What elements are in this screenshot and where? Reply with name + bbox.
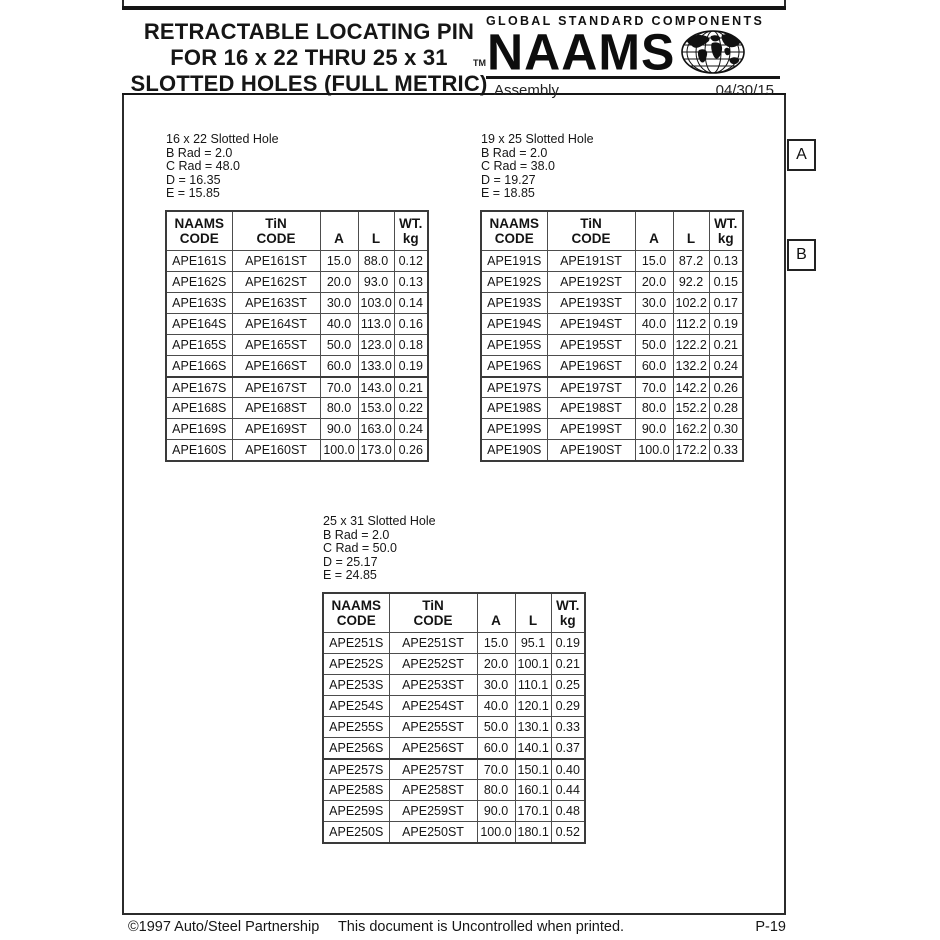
- note-line: C Rad = 48.0: [166, 159, 241, 174]
- table-row: [166, 272, 428, 293]
- note-line: 25 x 31 Slotted Hole: [323, 514, 436, 528]
- footer: [0, 919, 940, 939]
- column-header: NAAMS CODE: [166, 211, 232, 251]
- table-cell: 0.52: [551, 822, 585, 843]
- brand-block: [473, 14, 782, 99]
- table-row: [323, 822, 585, 843]
- column-header: L: [515, 593, 551, 633]
- table-row: [323, 675, 585, 696]
- table-cell: APE254S: [323, 696, 389, 717]
- table-cell: APE190ST: [547, 440, 635, 461]
- table-cell: APE161S: [166, 251, 232, 272]
- column-header: A: [320, 211, 358, 251]
- table-cell: 103.0: [358, 293, 394, 314]
- table-cell: 50.0: [477, 717, 515, 738]
- assembly-label: Assembly: [494, 82, 560, 99]
- table-cell: 40.0: [320, 314, 358, 335]
- table-cell: 0.18: [394, 335, 428, 356]
- hole-notes: [323, 515, 586, 583]
- page-title: [130, 19, 488, 97]
- column-header: TiN CODE: [232, 211, 320, 251]
- table-cell: 90.0: [635, 419, 673, 440]
- table-cell: 15.0: [635, 251, 673, 272]
- table-cell: 0.19: [551, 633, 585, 654]
- table-cell: 0.26: [709, 377, 743, 398]
- table-cell: APE199S: [481, 419, 547, 440]
- table-cell: 90.0: [320, 419, 358, 440]
- table-cell: APE195ST: [547, 335, 635, 356]
- note-line: B Rad = 2.0: [166, 145, 233, 160]
- note-line: D = 16.35: [166, 172, 221, 187]
- table-cell: 60.0: [320, 356, 358, 377]
- table-cell: 0.29: [551, 696, 585, 717]
- table-cell: 0.33: [709, 440, 743, 461]
- table-cell: APE252S: [323, 654, 389, 675]
- table-cell: APE162ST: [232, 272, 320, 293]
- note-line: B Rad = 2.0: [481, 145, 548, 160]
- note-line: D = 25.17: [323, 554, 378, 569]
- table-cell: APE253S: [323, 675, 389, 696]
- column-header: WT. kg: [551, 593, 585, 633]
- table-cell: 70.0: [635, 377, 673, 398]
- table-cell: 112.2: [673, 314, 709, 335]
- table-cell: 90.0: [477, 801, 515, 822]
- table-cell: APE255S: [323, 717, 389, 738]
- table-block-25x31: [322, 515, 586, 844]
- table-row: [166, 377, 428, 398]
- table-cell: 0.26: [394, 440, 428, 461]
- spec-table: [322, 592, 586, 844]
- table-cell: APE165S: [166, 335, 232, 356]
- table-cell: 0.24: [394, 419, 428, 440]
- table-cell: APE257ST: [389, 759, 477, 780]
- table-cell: APE195S: [481, 335, 547, 356]
- table-row: [323, 696, 585, 717]
- note-line: 16 x 22 Slotted Hole: [166, 132, 279, 146]
- table-cell: APE165ST: [232, 335, 320, 356]
- table-row: [481, 377, 743, 398]
- table-cell: 87.2: [673, 251, 709, 272]
- table-cell: 170.1: [515, 801, 551, 822]
- table-cell: APE164ST: [232, 314, 320, 335]
- spec-table: [165, 210, 429, 462]
- note-line: D = 19.27: [481, 172, 536, 187]
- table-cell: APE194ST: [547, 314, 635, 335]
- table-cell: 0.44: [551, 780, 585, 801]
- table-cell: 60.0: [477, 738, 515, 759]
- table-cell: APE168ST: [232, 398, 320, 419]
- table-row: [481, 314, 743, 335]
- table-cell: 50.0: [635, 335, 673, 356]
- table-row: [166, 314, 428, 335]
- header: [122, 6, 786, 99]
- table-row: [481, 251, 743, 272]
- table-row: [166, 293, 428, 314]
- table-row: [323, 717, 585, 738]
- title-line: RETRACTABLE LOCATING PIN: [143, 19, 475, 44]
- brand-name: NAAMS: [487, 23, 676, 81]
- note-line: E = 15.85: [166, 186, 220, 201]
- table-cell: 100.0: [320, 440, 358, 461]
- table-cell: 133.0: [358, 356, 394, 377]
- table-cell: 0.30: [709, 419, 743, 440]
- table-cell: APE167S: [166, 377, 232, 398]
- table-row: [323, 738, 585, 759]
- table-cell: 123.0: [358, 335, 394, 356]
- table-cell: APE197S: [481, 377, 547, 398]
- column-header: TiN CODE: [547, 211, 635, 251]
- table-cell: APE198ST: [547, 398, 635, 419]
- table-block-19x25: [480, 133, 744, 462]
- table-cell: APE192ST: [547, 272, 635, 293]
- table-block-16x22: [165, 133, 429, 462]
- table-cell: 140.1: [515, 738, 551, 759]
- table-cell: APE193S: [481, 293, 547, 314]
- table-row: [166, 398, 428, 419]
- table-cell: 20.0: [477, 654, 515, 675]
- note-line: E = 24.85: [323, 568, 377, 583]
- table-cell: APE251S: [323, 633, 389, 654]
- brand-subrow: [486, 79, 782, 99]
- table-cell: 30.0: [320, 293, 358, 314]
- table-cell: APE161ST: [232, 251, 320, 272]
- title-line: SLOTTED HOLES (FULL METRIC): [130, 71, 488, 96]
- table-cell: 0.28: [709, 398, 743, 419]
- column-header: L: [673, 211, 709, 251]
- table-cell: APE250ST: [389, 822, 477, 843]
- table-row: [166, 440, 428, 461]
- table-cell: APE256S: [323, 738, 389, 759]
- brand-tagline: GLOBAL STANDARD COMPONENTS: [486, 14, 765, 28]
- table-cell: APE252ST: [389, 654, 477, 675]
- table-cell: 30.0: [477, 675, 515, 696]
- column-header: TiN CODE: [389, 593, 477, 633]
- section-tab-b: B: [787, 239, 816, 271]
- table-cell: 0.22: [394, 398, 428, 419]
- spec-table: [480, 210, 744, 462]
- table-cell: 162.2: [673, 419, 709, 440]
- trademark-symbol: TM: [473, 58, 486, 68]
- table-cell: 100.1: [515, 654, 551, 675]
- table-cell: APE250S: [323, 822, 389, 843]
- table-cell: 0.16: [394, 314, 428, 335]
- table-cell: 110.1: [515, 675, 551, 696]
- table-cell: 100.0: [477, 822, 515, 843]
- table-cell: 173.0: [358, 440, 394, 461]
- table-cell: 163.0: [358, 419, 394, 440]
- table-cell: 150.1: [515, 759, 551, 780]
- table-row: [481, 272, 743, 293]
- table-cell: 92.2: [673, 272, 709, 293]
- table-cell: APE169ST: [232, 419, 320, 440]
- table-cell: 80.0: [477, 780, 515, 801]
- table-cell: 30.0: [635, 293, 673, 314]
- table-cell: 15.0: [477, 633, 515, 654]
- table-cell: 152.2: [673, 398, 709, 419]
- table-cell: 0.21: [709, 335, 743, 356]
- table-cell: 40.0: [477, 696, 515, 717]
- table-cell: APE167ST: [232, 377, 320, 398]
- table-cell: 0.33: [551, 717, 585, 738]
- table-cell: 0.37: [551, 738, 585, 759]
- table-cell: APE251ST: [389, 633, 477, 654]
- table-cell: APE257S: [323, 759, 389, 780]
- table-cell: 102.2: [673, 293, 709, 314]
- table-cell: 0.19: [709, 314, 743, 335]
- table-cell: 122.2: [673, 335, 709, 356]
- table-cell: 0.40: [551, 759, 585, 780]
- copyright-text: ©1997 Auto/Steel Partnership: [128, 919, 320, 935]
- note-line: 19 x 25 Slotted Hole: [481, 132, 594, 146]
- table-cell: APE253ST: [389, 675, 477, 696]
- table-cell: 0.19: [394, 356, 428, 377]
- note-line: E = 18.85: [481, 186, 535, 201]
- table-cell: 93.0: [358, 272, 394, 293]
- table-cell: 180.1: [515, 822, 551, 843]
- table-cell: 172.2: [673, 440, 709, 461]
- table-cell: 88.0: [358, 251, 394, 272]
- note-line: C Rad = 38.0: [481, 159, 556, 174]
- table-cell: APE163S: [166, 293, 232, 314]
- table-cell: 0.24: [709, 356, 743, 377]
- table-cell: 20.0: [320, 272, 358, 293]
- table-cell: 50.0: [320, 335, 358, 356]
- table-cell: APE197ST: [547, 377, 635, 398]
- table-cell: APE191S: [481, 251, 547, 272]
- table-cell: APE256ST: [389, 738, 477, 759]
- table-row: [481, 440, 743, 461]
- table-cell: 80.0: [635, 398, 673, 419]
- table-cell: 153.0: [358, 398, 394, 419]
- table-cell: APE258ST: [389, 780, 477, 801]
- note-line: B Rad = 2.0: [323, 527, 390, 542]
- table-row: [481, 356, 743, 377]
- table-cell: APE196S: [481, 356, 547, 377]
- table-cell: APE191ST: [547, 251, 635, 272]
- table-cell: 0.17: [709, 293, 743, 314]
- table-cell: APE164S: [166, 314, 232, 335]
- table-cell: 40.0: [635, 314, 673, 335]
- column-header: WT. kg: [709, 211, 743, 251]
- table-row: [323, 759, 585, 780]
- table-cell: APE166ST: [232, 356, 320, 377]
- table-cell: APE160ST: [232, 440, 320, 461]
- table-cell: 0.15: [709, 272, 743, 293]
- table-cell: 20.0: [635, 272, 673, 293]
- hole-notes: [166, 133, 429, 201]
- table-row: [166, 356, 428, 377]
- table-cell: APE194S: [481, 314, 547, 335]
- table-cell: 130.1: [515, 717, 551, 738]
- section-tab-a: A: [787, 139, 816, 171]
- hole-notes: [481, 133, 744, 201]
- table-cell: APE168S: [166, 398, 232, 419]
- table-cell: 120.1: [515, 696, 551, 717]
- table-cell: 60.0: [635, 356, 673, 377]
- table-cell: 95.1: [515, 633, 551, 654]
- column-header: WT. kg: [394, 211, 428, 251]
- uncontrolled-notice: This document is Uncontrolled when printed.: [337, 919, 625, 935]
- table-row: [166, 251, 428, 272]
- table-row: [323, 633, 585, 654]
- column-header: A: [635, 211, 673, 251]
- revision-date: 04/30/15: [715, 82, 774, 99]
- table-cell: APE193ST: [547, 293, 635, 314]
- table-row: [323, 780, 585, 801]
- table-cell: APE254ST: [389, 696, 477, 717]
- globe-icon: [680, 29, 746, 75]
- note-line: C Rad = 50.0: [323, 541, 398, 556]
- brand-row: [473, 23, 782, 81]
- table-cell: 0.48: [551, 801, 585, 822]
- column-header: NAAMS CODE: [323, 593, 389, 633]
- table-cell: 142.2: [673, 377, 709, 398]
- table-cell: 132.2: [673, 356, 709, 377]
- table-cell: 70.0: [477, 759, 515, 780]
- table-cell: APE255ST: [389, 717, 477, 738]
- table-cell: 143.0: [358, 377, 394, 398]
- table-cell: 0.21: [394, 377, 428, 398]
- table-cell: APE196ST: [547, 356, 635, 377]
- table-cell: 80.0: [320, 398, 358, 419]
- table-cell: 15.0: [320, 251, 358, 272]
- table-cell: 113.0: [358, 314, 394, 335]
- table-row: [481, 335, 743, 356]
- table-row: [323, 654, 585, 675]
- table-cell: APE160S: [166, 440, 232, 461]
- table-cell: APE259S: [323, 801, 389, 822]
- title-line: FOR 16 x 22 THRU 25 x 31: [170, 45, 448, 70]
- table-cell: APE198S: [481, 398, 547, 419]
- table-cell: APE192S: [481, 272, 547, 293]
- table-row: [481, 293, 743, 314]
- table-cell: APE163ST: [232, 293, 320, 314]
- table-row: [481, 419, 743, 440]
- table-cell: APE166S: [166, 356, 232, 377]
- column-header: A: [477, 593, 515, 633]
- table-cell: APE258S: [323, 780, 389, 801]
- table-row: [166, 335, 428, 356]
- table-cell: 0.12: [394, 251, 428, 272]
- table-cell: 0.13: [394, 272, 428, 293]
- table-cell: 0.13: [709, 251, 743, 272]
- column-header: L: [358, 211, 394, 251]
- table-cell: 0.14: [394, 293, 428, 314]
- table-cell: APE259ST: [389, 801, 477, 822]
- table-cell: 0.21: [551, 654, 585, 675]
- table-cell: 100.0: [635, 440, 673, 461]
- table-row: [481, 398, 743, 419]
- table-cell: APE162S: [166, 272, 232, 293]
- table-row: [166, 419, 428, 440]
- page-number: P-19: [755, 919, 786, 935]
- table-cell: 160.1: [515, 780, 551, 801]
- table-cell: 0.25: [551, 675, 585, 696]
- table-row: [323, 801, 585, 822]
- table-cell: 70.0: [320, 377, 358, 398]
- table-cell: APE199ST: [547, 419, 635, 440]
- column-header: NAAMS CODE: [481, 211, 547, 251]
- table-cell: APE190S: [481, 440, 547, 461]
- table-cell: APE169S: [166, 419, 232, 440]
